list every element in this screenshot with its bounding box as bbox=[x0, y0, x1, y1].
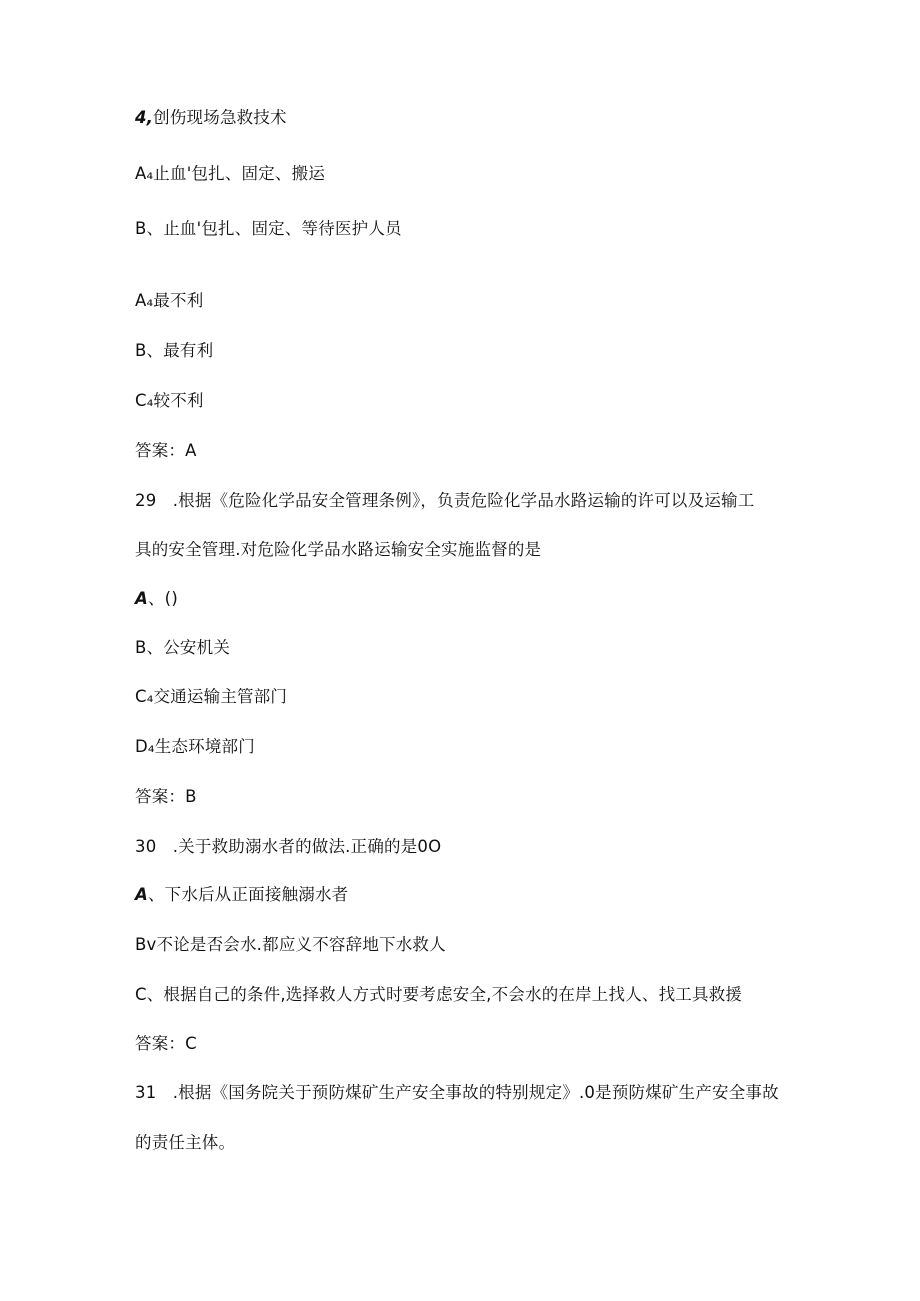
option-text: 、下水后从正面接触溺水者 bbox=[147, 885, 349, 904]
option-text: 、() bbox=[147, 589, 178, 608]
option-letter: A bbox=[135, 589, 148, 608]
option-a bbox=[135, 884, 348, 906]
question-29: 29 .根据《危险化学品安全管理条例》，负责危险化学品水路运输的许可以及运输工 bbox=[135, 491, 755, 510]
option-a bbox=[135, 588, 178, 610]
question-30: 30 .关于救助溺水者的做法.正确的是0O bbox=[135, 837, 442, 856]
question-29-continued: 具的安全管理.对危险化学品水路运输安全实施监督的是 bbox=[135, 540, 542, 559]
option-b: B、最有利 bbox=[135, 341, 214, 360]
section-heading bbox=[135, 107, 287, 129]
question-31-continued: 的责任主体。 bbox=[135, 1133, 236, 1152]
option-c: C₄较不利 bbox=[135, 391, 204, 410]
option-b: Bv不论是否会水.都应义不容辞地下水救人 bbox=[135, 935, 446, 954]
option-a: A₄止血'包扎、固定、搬运 bbox=[135, 164, 326, 183]
option-d: D₄生态环境部门 bbox=[135, 737, 255, 756]
option-letter: A bbox=[135, 885, 148, 904]
section-number: 4, bbox=[135, 108, 154, 127]
option-c: C、根据自己的条件,选择救人方式时要考虑安全,不会水的在岸上找人、找工具救援 bbox=[135, 985, 743, 1004]
option-b: B、止血'包扎、固定、等待医护人员 bbox=[135, 219, 402, 238]
answer: 答案：C bbox=[135, 1034, 197, 1053]
option-b: B、公安机关 bbox=[135, 638, 231, 657]
option-c: C₄交通运输主管部门 bbox=[135, 687, 288, 706]
answer: 答案：B bbox=[135, 787, 197, 806]
answer: 答案：A bbox=[135, 441, 197, 460]
question-31: 31 .根据《国务院关于预防煤矿生产安全事故的特别规定》.0是预防煤矿生产安全事故 bbox=[135, 1083, 779, 1102]
section-title: 创伤现场急救技术 bbox=[153, 108, 287, 127]
option-a: A₄最不利 bbox=[135, 291, 204, 310]
